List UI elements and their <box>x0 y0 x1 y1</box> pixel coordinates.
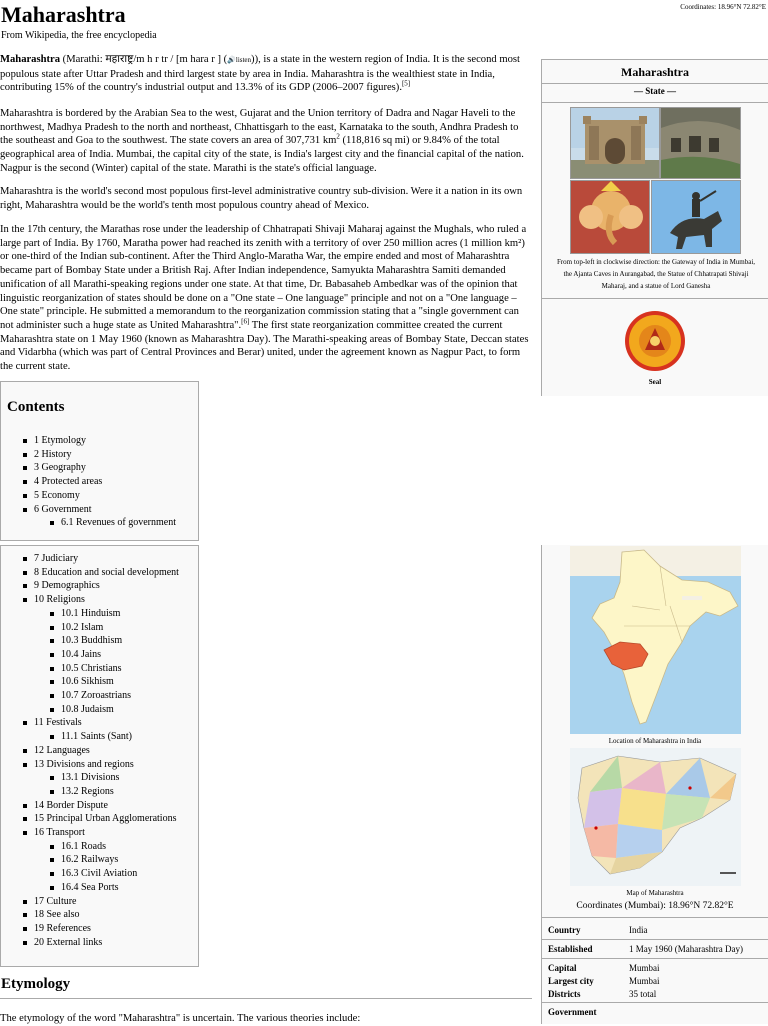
toc-link[interactable]: 6.1 Revenues of government <box>61 517 176 529</box>
toc-item[interactable] <box>50 730 179 744</box>
toc-link[interactable]: 17 Culture <box>34 895 77 907</box>
row-key: Established <box>548 944 593 954</box>
toc-list <box>23 552 179 949</box>
row-value-link[interactable]: Mumbai <box>629 963 660 973</box>
page-title: Maharashtra <box>1 2 126 27</box>
toc-link[interactable]: 11.1 Saints (Sant) <box>61 731 133 743</box>
etymology-paragraph: The etymology of the word "Maharashtra" is uncertain. The various theories include: <box>0 1013 361 1024</box>
infobox-divider <box>542 1002 768 1003</box>
toc-link[interactable]: 6 Government <box>34 503 92 515</box>
toc-item[interactable] <box>23 475 176 489</box>
maharashtra-district-map[interactable] <box>570 748 741 886</box>
toc-link[interactable]: 4 Protected areas <box>34 476 103 488</box>
infobox-coordinates[interactable] <box>542 900 768 914</box>
toc-link[interactable]: 16.3 Civil Aviation <box>61 868 138 880</box>
ajanta-caves-image <box>661 108 740 178</box>
toc-item[interactable] <box>23 936 179 950</box>
maharashtra-map-caption: Map of Maharashtra <box>626 889 684 897</box>
gateway-of-india-photo[interactable] <box>570 107 660 179</box>
toc-link[interactable]: 10.5 Christians <box>61 662 122 674</box>
toc-item[interactable] <box>50 662 179 676</box>
toc-item[interactable] <box>23 812 179 826</box>
toc-item[interactable] <box>23 826 179 840</box>
toc-item[interactable] <box>23 566 179 580</box>
toc-item[interactable] <box>23 434 176 448</box>
toc-item[interactable] <box>50 840 179 854</box>
toc-title: Contents <box>7 399 65 415</box>
toc-link[interactable]: 2 History <box>34 448 72 460</box>
infobox-subtitle: — State — <box>634 86 676 96</box>
toc-link[interactable]: 13.2 Regions <box>61 785 114 797</box>
row-value-link[interactable]: Mumbai <box>629 976 660 986</box>
seal-label: Seal <box>648 378 662 386</box>
article-subject: Maharashtra <box>0 54 61 65</box>
toc-item[interactable] <box>50 689 179 703</box>
row-key: Country <box>548 925 581 935</box>
toc-link[interactable]: 10.6 Sikhism <box>61 676 114 688</box>
intro-text: (Marathi: <box>60 54 106 65</box>
intro-text: In the 17th century, the Marathas rose under the leadership of Chhatrapati Shivaji Maharaj against the Mughals, who ruled a large part of India. By 1760, Maratha power had reached its zenith with a territory of over 250 million acres (1 million km²) or one-third of the Indian sub-continent. After the Third Anglo-Maratha War, the empire ended and most of Maharashtra became part of Bombay State under a British Raj. After Indian independence, Samyukta Maharashtra Samiti demanded unification of all Marathi-speaking regions under one state. At that time, Dr. Babasaheb Ambedkar was of the opinion that linguistic reorganization of states should be done on a "One state – One language" principle and not on a "One language – One state" principle. He submitted a memorandum to the reorganization commission stating that a "single government can not administer such a huge state as United Maharashtra". <box>0 224 527 331</box>
toc-item[interactable] <box>50 785 179 799</box>
toc-item[interactable] <box>50 867 179 881</box>
toc-link[interactable]: 15 Principal Urban Agglomerations <box>34 813 177 825</box>
collage-caption: From top-left in clockwise direction: the Gateway of India in Mumbai, the Ajanta Caves in Aurangabad, the Statue of Chhatrapati Shivaji Maharaj, and a statue of Lord Ganesha <box>556 258 756 290</box>
infobox <box>541 59 768 396</box>
intro-text: )), is a state in the western region of India. It is the second most populous state after Uttar Pradesh and third largest state by area in India. Maharashtra is the wealthiest state in India, contributing 15% of the country's industrial output and 13.3% of its GDP (2006–2007 figures). <box>0 54 520 94</box>
toc-item[interactable] <box>23 799 179 813</box>
toc-link[interactable]: 16.2 Railways <box>61 854 119 866</box>
row-key: Government <box>548 1007 597 1017</box>
toc-link[interactable]: 13 Divisions and regions <box>34 758 134 770</box>
shivaji-statue-photo[interactable] <box>651 180 741 254</box>
infobox-title: Maharashtra <box>621 65 689 79</box>
intro-text: The first state reorganization committee created the current Maharashtra state on 1 May 1960 (known as Maharashtra Day). The Marathi-speaking areas of Bombay State, Deccan states and Vidarbha (which was part of Central Provinces and Berar) united, under the agreement known as Nagpur Pact, to form the current state. <box>0 319 529 373</box>
intro-paragraph-3: Maharashtra is the world's second most populous first-level administrative country sub-division. Were it a nation in its own right, Maharashtra would be the world's tenth most populous country ahead of Mexico. <box>0 186 523 211</box>
maharashtra-map-image <box>570 748 741 886</box>
toc-link[interactable]: 10.1 Hinduism <box>61 607 121 619</box>
toc-item[interactable] <box>23 908 179 922</box>
india-map-caption: Location of Maharashtra in India <box>608 737 702 745</box>
toc-link[interactable]: 10.2 Islam <box>61 621 104 633</box>
row-key: Districts <box>548 989 581 999</box>
toc-item[interactable] <box>50 881 179 895</box>
toc-link[interactable]: 16.4 Sea Ports <box>61 881 119 893</box>
toc-link[interactable]: 19 References <box>34 922 91 934</box>
seal-emblem-icon <box>624 310 686 372</box>
marathi-native-name[interactable]: महाराष्ट्र <box>105 54 134 65</box>
toc-item[interactable] <box>23 922 179 936</box>
toc-item[interactable] <box>50 703 179 717</box>
row-key: Capital <box>548 963 577 973</box>
toc-link[interactable]: 7 Judiciary <box>34 553 79 564</box>
toc-item[interactable] <box>23 579 179 593</box>
citation-link[interactable]: [6] <box>241 317 250 326</box>
listen-link[interactable]: listen <box>235 56 252 64</box>
speaker-icon[interactable]: 🔊 <box>227 56 236 64</box>
coordinates-link[interactable]: Coordinates (Mumbai): 18.96°N 72.82°E <box>576 901 734 911</box>
toc-link[interactable]: 10.4 Jains <box>61 648 101 660</box>
intro-text: (118,816 sq mi) or 9.84% of the total geographical area of India. Mumbai, the capital city of the state, is India's largest city and the financial capital of the nation. Nagpur is the second (Winter) capital of the state. Marathi is the state's official language. <box>0 135 524 174</box>
toc-item[interactable] <box>23 489 176 503</box>
toc-item[interactable] <box>50 634 179 648</box>
toc-item[interactable] <box>50 607 179 621</box>
toc-item[interactable] <box>50 648 179 662</box>
infobox-divider <box>542 917 768 918</box>
toc-item[interactable] <box>23 448 176 462</box>
shivaji-statue-image <box>652 181 740 253</box>
toc-item[interactable] <box>23 503 176 517</box>
toc-link[interactable]: 16 Transport <box>34 827 85 839</box>
infobox-divider <box>542 939 768 940</box>
infobox-divider <box>542 958 768 959</box>
toc-link[interactable]: 1 Etymology <box>34 435 86 446</box>
toc-item[interactable] <box>23 895 179 909</box>
toc-item[interactable] <box>50 853 179 867</box>
toc-link[interactable]: 14 Border Dispute <box>34 799 108 811</box>
header-coordinates[interactable] <box>680 3 766 12</box>
infobox-divider <box>542 83 768 84</box>
toc-link[interactable]: 9 Demographics <box>34 580 100 592</box>
toc-link[interactable]: 11 Festivals <box>34 717 82 729</box>
toc-item[interactable] <box>50 621 179 635</box>
ajanta-caves-photo[interactable] <box>660 107 741 179</box>
row-key: Largest city <box>548 976 594 986</box>
toc-link[interactable]: 16.1 Roads <box>61 840 106 852</box>
toc-item[interactable] <box>23 758 179 772</box>
toc-link[interactable]: 12 Languages <box>34 744 90 756</box>
toc-link[interactable]: 13.1 Divisions <box>61 772 120 784</box>
coordinates-link[interactable]: Coordinates: 18.96°N 72.82°E <box>680 3 766 11</box>
ganesha-statue-photo[interactable] <box>570 180 650 254</box>
toc-item[interactable] <box>23 716 179 730</box>
infobox-divider <box>542 298 768 299</box>
ipa-text: /m h r tr / [m hara r ] ( <box>133 54 228 65</box>
row-value: 35 total <box>629 989 657 999</box>
citation-link[interactable]: [5] <box>401 79 411 88</box>
india-map-image <box>570 546 741 734</box>
toc-item[interactable] <box>50 675 179 689</box>
section-heading-etymology: Etymology <box>1 976 71 992</box>
india-location-map[interactable] <box>570 546 741 734</box>
infobox-continued <box>541 545 768 1024</box>
toc-link[interactable]: 3 Geography <box>34 462 86 474</box>
toc-link[interactable]: 10.3 Buddhism <box>61 635 123 647</box>
table-of-contents <box>0 381 199 541</box>
table-of-contents-continued <box>0 545 199 967</box>
intro-paragraph-2 <box>0 107 532 176</box>
page-tagline: From Wikipedia, the free encyclopedia <box>1 30 157 41</box>
toc-item[interactable] <box>23 552 179 566</box>
toc-link[interactable]: 8 Education and social development <box>34 566 179 578</box>
row-value: 1 May 1960 (Maharashtra Day) <box>629 944 743 954</box>
intro-paragraph-4 <box>0 223 532 374</box>
toc-link[interactable]: 20 External links <box>34 936 103 948</box>
toc-list <box>23 434 176 530</box>
toc-link[interactable]: 18 See also <box>34 909 80 921</box>
maharashtra-seal[interactable] <box>624 310 686 372</box>
toc-item[interactable] <box>23 461 176 475</box>
gateway-of-india-image <box>571 108 659 178</box>
section-divider <box>0 998 532 999</box>
toc-item[interactable] <box>23 593 179 607</box>
intro-text: Maharashtra is bordered by the Arabian Sea to the west, Gujarat and the Union territory of Dadra and Nagar Haveli to the northwest, Madhya Pradesh to the north and northeast, Chhattisgarh to the east, Karnataka to the south, Andhra Pradesh to the southeast and Goa to the southwest. The state covers an area of 307,731 km <box>0 108 519 147</box>
toc-link[interactable]: 10.7 Zoroastrians <box>61 690 131 702</box>
ganesha-statue-image <box>571 181 649 253</box>
toc-link[interactable]: 10.8 Judaism <box>61 703 114 715</box>
infobox-divider <box>542 102 768 103</box>
toc-item[interactable] <box>50 771 179 785</box>
intro-paragraph-1 <box>0 53 532 95</box>
row-value-link[interactable]: India <box>629 925 648 935</box>
toc-item[interactable] <box>50 516 176 530</box>
toc-item[interactable] <box>23 744 179 758</box>
toc-link[interactable]: 10 Religions <box>34 594 85 606</box>
superscript: 2 <box>336 132 340 141</box>
toc-link[interactable]: 5 Economy <box>34 489 80 501</box>
